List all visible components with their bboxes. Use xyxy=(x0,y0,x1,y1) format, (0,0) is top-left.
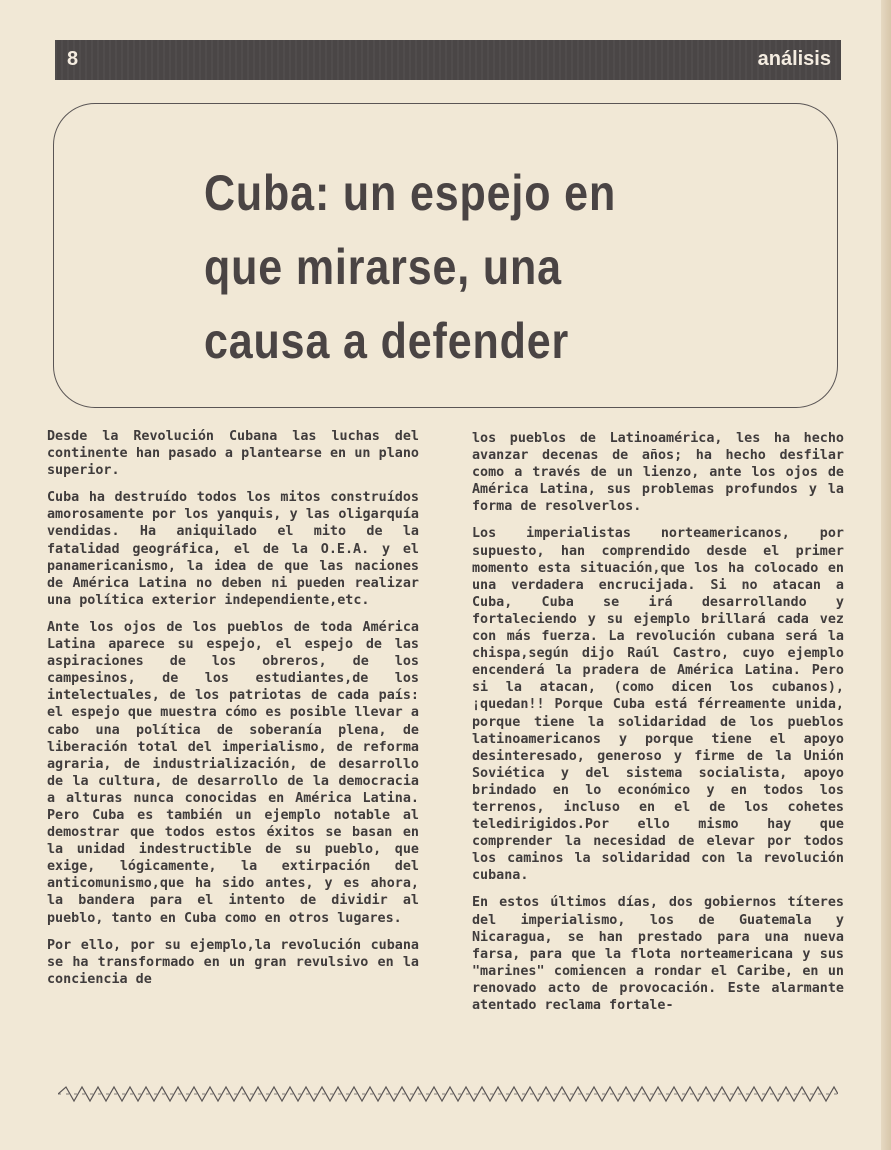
left-paragraph-2: Cuba ha destruído todos los mitos construídos amorosamente por los yanquis, y las oligarquía vendidas. Ha aniquilado el mito de la fatalidad geográfica, el de la O.E.A. y el panamericanismo, la idea de que las naciones de América Latina no deben ni pueden realizar una política exterior independiente,etc. xyxy=(47,490,419,608)
decorative-border-strip xyxy=(58,1083,838,1105)
header-bar xyxy=(55,40,841,80)
page-edge-shadow xyxy=(881,0,891,1150)
headline-line-2: que mirarse, una xyxy=(204,239,562,295)
page-number: 8 xyxy=(67,48,80,70)
right-paragraph-3: En estos últimos días, dos gobiernos títeres del imperialismo, los de Guatemala y Nicaragua, se han prestado para una nueva farsa, para que la flota norteamericana y sus "marines" comiencen a rondar el Caribe, en un renovado acto de provocación. Este alarmante atentado reclama fortale- xyxy=(472,895,844,1013)
left-paragraph-1: Desde la Revolución Cubana las luchas del continente han pasado a plantearse en un plano superior. xyxy=(47,429,419,479)
left-column xyxy=(47,428,419,998)
right-column xyxy=(472,430,844,1024)
section-name: análisis xyxy=(757,48,831,70)
left-paragraph-3: Ante los ojos de los pueblos de toda América Latina aparece su espejo, el espejo de las aspiraciones de los obreros, de los campesinos, de los estudiantes,de los intelectuales, de los patriotas de cada país: el espejo que muestra cómo es posible llevar a cabo una política de soberanía plena, de liberación total del imperialismo, de reforma agraria, de industrialización, de desarrollo de la cultura, de desarrollo de la democracia a alturas nunca conocidas en América Latina. Pero Cuba es también un ejemplo notable al demostrar que todos estos éxitos se basan en la unidad indestructible de su pueblo, que exige, lógicamente, la extirpación del anticomunismo,que ha sido antes, y es ahora, la bandera para el intento de dividir al pueblo, tanto en Cuba como en otros lugares. xyxy=(47,619,419,926)
left-paragraph-4: Por ello, por su ejemplo,la revolución cubana se ha transformado en un gran revulsivo en la conciencia de xyxy=(47,937,419,987)
headline-line-1: Cuba: un espejo en xyxy=(204,165,617,221)
right-paragraph-1: los pueblos de Latinoamérica, les ha hecho avanzar decenas de años; ha hecho desfilar como a través de un lienzo, ante los ojos de América Latina, sus problemas profundos y la forma de resolverlos. xyxy=(472,431,844,515)
title-box xyxy=(53,103,838,408)
headline-line-3: causa a defender xyxy=(204,313,570,369)
right-paragraph-2: Los imperialistas norteamericanos, por supuesto, han comprendido desde el primer momento esta situación,que los ha colocado en una verdadera encrucijada. Si no atacan a Cuba, Cuba se irá desarrollando y fortaleciendo y su ejemplo brillará cada vez con más fuerza. La revolución cubana será la chispa,según dijo Raúl Castro, cuyo ejemplo encenderá la pradera de América Latina. Pero si la atacan, (como dicen los cubanos), ¡quedan!! Porque Cuba está férreamente unida, porque tiene la solidaridad de los pueblos latinoamericanos y porque tiene el apoyo desinteresado, generoso y firme de la Unión Soviética y del sistema socialista, apoyo brindado en lo económico y en todos los terrenos, incluso en el de los cohetes teledirigidos.Por ello mismo hay que comprender la necesidad de elevar por todos los caminos la solidaridad con la revolución cubana. xyxy=(472,526,844,884)
headline xyxy=(204,156,616,378)
